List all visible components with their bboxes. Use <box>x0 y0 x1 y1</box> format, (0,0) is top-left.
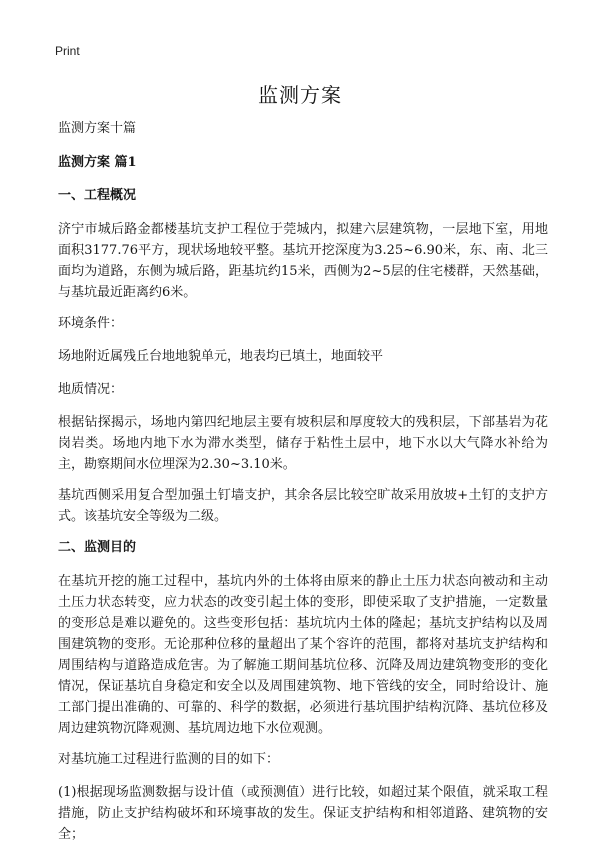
page-title: 监测方案 <box>258 83 342 107</box>
document-body <box>58 118 548 855</box>
document-subtitle: 监测方案十篇 <box>58 121 137 136</box>
section-heading-monitoring-purpose: 二、监测目的 <box>58 540 137 555</box>
support-paragraph: 基坑西侧采用复合型加强土钉墙支护，其余各层比较空旷故采用放坡+土钉的支护方式。该基坑安全等级为二级。 <box>58 488 548 524</box>
purpose-item-1: (1)根据现场监测数据与设计值（或预测值）进行比较，如超过某个限值，就采取工程措施，防止支护结构破坏和环境事故的发生。保证支护结构和相邻道路、建筑物的安全； <box>58 785 548 842</box>
purpose-paragraph: 在基坑开挖的施工过程中，基坑内外的土体将由原来的静止土压力状态向被动和主动土压力状态转变，应力状态的改变引起土体的变形，即使采取了支护措施，一定数量的变形总是难以避免的。这些变形包括：基坑坑内土体的隆起；基坑支护结构以及周围建筑物的变形。无论那种位移的量超出了某个容许的范围，都将对基坑支护结构和周围结构与道路造成危害。为了解施工期间基坑位移、沉降及周边建筑物变形的变化情况，保证基坑自身稳定和安全以及周围建筑物、地下管线的安全，同时给设计、施工部门提出准确的、可靠的、科学的数据，必须进行基坑围护结构沉降、基坑位移及周边建筑物沉降观测、基坑周边地下水位观测。 <box>58 574 548 736</box>
chapter-title: 监测方案 篇1 <box>58 155 137 170</box>
environment-paragraph: 场地附近属残丘台地地貌单元，地表均已填土，地面较平 <box>58 349 384 364</box>
geology-label: 地质情况： <box>58 382 124 397</box>
overview-paragraph: 济宁市城后路金都楼基坑支护工程位于莞城内，拟建六层建筑物，一层地下室，用地面积3177.76平方，现状场地较平整。基坑开挖深度为3.25~6.90米，东、南、北三面均为道路，东侧为城后路，距基坑约15米，西侧为2~5层的住宅楼群，天然基础，与基坑最近距离约6米。 <box>58 222 548 300</box>
environment-label: 环境条件： <box>58 316 124 331</box>
purpose-intro: 对基坑施工过程进行监测的目的如下： <box>58 752 280 767</box>
geology-paragraph: 根据钻探揭示，场地内第四纪地层主要有坡积层和厚度较大的残积层，下部基岩为花岗岩类。场地内地下水为滞水类型，储存于粘性土层中，地下水以大气降水补给为主，勘察期间水位埋深为2.30~3.10米。 <box>58 415 548 472</box>
section-heading-project-overview: 一、工程概况 <box>58 188 137 203</box>
print-link[interactable]: Print <box>55 44 80 58</box>
